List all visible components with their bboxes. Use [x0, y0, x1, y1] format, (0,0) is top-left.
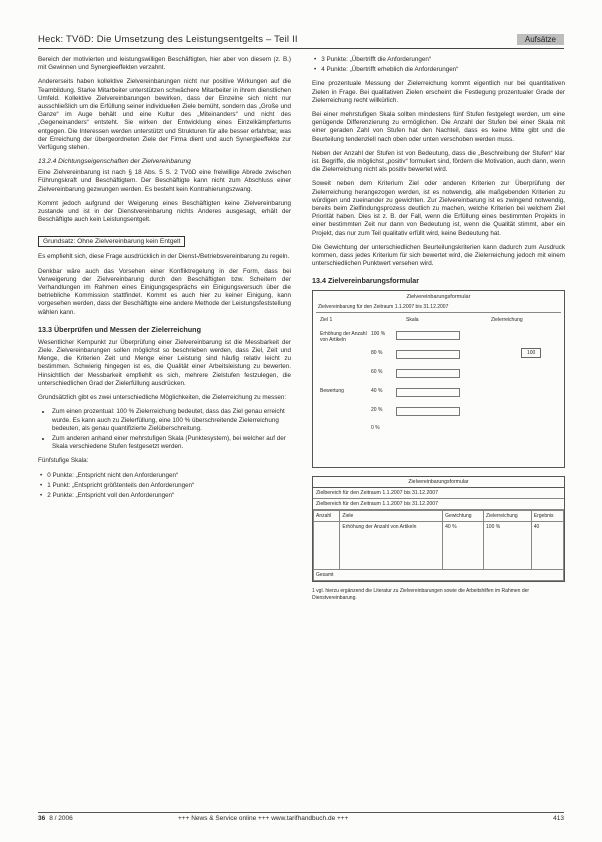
- paragraph: Kommt jedoch aufgrund der Weigerung eines Beschäftigten keine Zielvereinbarung zustande und ist in der Dienstvereinbarung nichts Anderes ausgesagt, erhält der Beschäftigte auch kein Leistungsentgelt.: [38, 199, 291, 224]
- paragraph: Eine prozentuale Messung der Zielerreichung kommt eigentlich nur bei quantitativen Zielen in Frage. Bei qualitativen Zielen erscheint die Festlegung prozentualer Grade der Zielerreichung recht willkürlich.: [312, 80, 565, 104]
- form-column-label: Skala: [406, 317, 419, 324]
- form-pct: 100 %: [371, 331, 386, 338]
- table-cell: 100 %: [484, 522, 532, 570]
- form-rating-label: Bewertung: [320, 388, 344, 395]
- form-result-value: 100: [521, 348, 541, 358]
- list-item: • 0 Punkte: „Entspricht nicht den Anforderungen“: [40, 472, 291, 480]
- form-line: [396, 407, 460, 416]
- form-line: [396, 350, 460, 359]
- paragraph: Wesentlicher Kernpunkt zur Überprüfung einer Zielvereinbarung ist die Messbarkeit der Ziele. Zielvereinbarungen sollen möglichst so beschrieben werden, dass Ziel, Zeit und Menge, die Kriterien Zeit und Menge einer Leistung sind häufig relativ leicht zu bestimmen. Schwierig hingegen ist es, die Qualität einer Arbeitsleistung zu bewerten. Hinsichtlich der Messbarkeit empfiehlt es sich, mehrere Zielstufen festzulegen, die unterschiedlichen Grad der Zielerfüllung ausdrücken.: [38, 338, 291, 387]
- form-pct: 20 %: [371, 407, 383, 414]
- list-item: • 1 Punkt: „Entspricht größtenteils den Anforderungen“: [40, 482, 291, 490]
- list-item: • Zum einen prozentual: 100 % Zielerreichung bedeutet, dass das Ziel genau erreicht wurde. Es kann auch zu Zielerfüllung, eine 100 % überschreitende Zielerreichung bedeuten, als genau quantifizierte Zielüberschreitung.: [52, 408, 291, 433]
- form-pct: 0 %: [371, 425, 380, 432]
- paragraph: Die Gewichtung der unterschiedlichen Beurteilungskriterien kann dadurch zum Ausdruck kommen, dass jedes Kriterium für sich bewertet wird, die Zielerreichung jedoch mit einem unterschiedlichen Punktwert versehen wird.: [312, 243, 565, 268]
- section-heading: 13.4 Zielvereinbarungsformular: [312, 276, 420, 286]
- table-cell: 40: [531, 522, 563, 570]
- paragraph: Bereich der motivierten und leistungswilligen Beschäftigten, hier aber von diesem (z. B.) mit Gewinnen und Synergieeffekten verzahnt.: [38, 56, 291, 72]
- goal-form-table: [312, 476, 565, 582]
- table-cell: Erhöhung der Anzahl von Artikeln: [340, 522, 443, 570]
- table-header: Ziele: [340, 511, 443, 522]
- list-item: • Zum anderen anhand einer mehrstufigen Skala (Punktesystem), bei welcher auf der Skala verschiedene Stufen festgesetzt werden.: [52, 435, 291, 451]
- table-cell: Gesamt: [314, 570, 564, 581]
- right-column: [312, 56, 565, 601]
- form-column-label: Zielerreichung: [491, 317, 523, 324]
- subsection-heading: 13.2.4 Dichtungseigenschaften der Zielvereinbarung: [38, 158, 191, 166]
- paragraph: Bei einer mehrstufigen Skala sollten mindestens fünf Stufen festgelegt werden, um eine genügende Differenzierung zu ermöglichen. Die Anzahl der Stufen bei einer Skala mit einer geraden Zahl von Stufen hat den Nachteil, dass es keine Mitte gibt und die Beurteilung tendenziell nach oben oder unten verschoben werden muss.: [312, 111, 565, 143]
- table-row: [314, 522, 564, 570]
- list-item: • 2 Punkte: „Entspricht voll den Anforderungen“: [40, 492, 291, 500]
- footer-page-number: 36: [38, 815, 46, 822]
- paragraph: Grundsätzlich gibt es zwei unterschiedliche Möglichkeiten, die Zielerreichung zu messen:: [38, 394, 287, 402]
- section-badge: Aufsätze: [517, 34, 564, 45]
- table-total-row: [314, 570, 564, 581]
- form-row: Zielbereich für den Zeitraum 1.1.2007 bis 31.12.2007: [313, 488, 564, 499]
- scale-list: [38, 472, 291, 501]
- scale-label: Fünfstufige Skala:: [38, 457, 89, 465]
- form-pct: 40 %: [371, 388, 383, 395]
- table-header: Ergebnis: [531, 511, 563, 522]
- paragraph: Neben der Anzahl der Stufen ist von Bedeutung, dass die „Beschreibung der Stufen“ klar ist. Begriffe, die möglichst „positiv“ formuliert sind, fördern die Motivation, auch dann, wenn die Zielerreichung nicht als positiv bewertet wird.: [312, 149, 565, 174]
- form-grid: [316, 315, 561, 435]
- form-goal-text: Erhöhung der Anzahl von Artikeln: [320, 331, 367, 344]
- footnote: 1 vgl. hierzu ergänzend die Literatur zu Zielvereinbarungen sowie die Arbeitshilfen im Rahmen der Dienstvereinbarung.: [312, 588, 530, 601]
- table-cell: 40 %: [443, 522, 484, 570]
- running-title: Heck: TVöD: Die Umsetzung des Leistungsentgelts – Teil II: [38, 34, 298, 45]
- goals-table: [313, 510, 564, 581]
- form-line: [396, 331, 460, 340]
- form-line: [396, 388, 460, 397]
- paragraph: Eine Zielvereinbarung ist nach § 18 Abs. 5 S. 2 TVöD eine freiwillige Abrede zwischen Führungskraft und Beschäftigtem. Der Beschäftigte kann nicht zum Abschluss einer Zielvereinbarung gezwungen werden. Es besteht kein Kontrahierungszwang.: [38, 169, 291, 193]
- form-row: Zielbereich für den Zeitraum 1.1.2007 bis 31.12.2007: [313, 499, 564, 510]
- footer-issue: [38, 813, 73, 825]
- form-pct: 60 %: [371, 369, 383, 376]
- left-column: [38, 56, 291, 506]
- page-footer: [38, 812, 564, 825]
- table-header-row: [314, 511, 564, 522]
- page-header: [38, 34, 564, 49]
- list-item: • 3 Punkte: „Übertrifft die Anforderungen“: [314, 56, 565, 64]
- paragraph: Es empfiehlt sich, diese Frage ausdrücklich in der Dienst-/Betriebsvereinbarung zu regeln.: [38, 253, 290, 261]
- form-pct: 80 %: [371, 350, 383, 357]
- form-title: Zielvereinbarungsformular: [313, 477, 564, 488]
- footer-website: +++ News & Service online +++ www.tarifhandbuch.de +++: [178, 815, 349, 822]
- table-header: Zielerreichung: [484, 511, 532, 522]
- form-title: Zielvereinbarungsformular: [406, 294, 471, 301]
- footer-page: 413: [553, 815, 564, 822]
- list-item: • 4 Punkte: „Übertrifft erheblich die Anforderungen“: [314, 66, 565, 74]
- principle-box: Grundsatz: Ohne Zielvereinbarung kein Entgelt: [38, 236, 185, 247]
- goal-form-figure: [312, 290, 565, 468]
- form-row: Zielvereinbarung für den Zeitraum 1.1.2007 bis 31.12.2007: [316, 303, 561, 313]
- paragraph: Soweit neben dem Kriterium Ziel oder anderen Kriterien zur Überprüfung der Zielerreichung herangezogen werden, ist es notwendig, alle maßgebenden Kriterien zu würdigen und zueinander zu gewichten. Zur Zielvereinbarung ist es zwingend notwendig, bereits beim Zielfindungsprozess deutlich zu machen, welche Kriterien bei welchem Ziel Priorität haben. Dies ist z. B. der Fall, wenn die Erfüllung eines bestimmten Projekts in einer bestimmten Zeit nur dann von Bedeutung ist, wenn die Qualität stimmt, aber ein Projekt, das nur zum Teil qualitativ erfüllt wird, keine Bedeutung hat.: [312, 180, 565, 237]
- section-heading: 13.3 Überprüfen und Messen der Zielerreichung: [38, 324, 201, 334]
- table-header: Anzahl: [314, 511, 340, 522]
- paragraph: Andererseits haben kollektive Zielvereinbarungen nicht nur positive Wirkungen auf die Teambildung. Starke Mitarbeiter unterstützen schwächere Mitarbeiter in ihrem dienstlichen Umfeld. Kollektive Zielvereinbarungen bewirken, dass der Einzelne sich nicht nur ausschließlich um die Erfüllung seiner individuellen Ziele bemüht, sondern das „Große und Ganze“ im Auge behält und eine Kultur des „Miteinanders“ und nicht des „Gegeneinanders“ entsteht. Sie wirken der Entwicklung eines Einzelkämpfertums entgegen. Die Interessen werden unterstützt und Strukturen für alle besser erfahrbar, was der Erreichung der übergeordneten Ziele der Firma dient und auch Synergieeffekte zur Verfügung stehen.: [38, 78, 291, 152]
- bullet-list: [38, 408, 291, 451]
- scale-list-continued: [312, 56, 565, 74]
- paragraph: Denkbar wäre auch das Vorsehen einer Konfliktregelung in der Form, dass bei Verweigerung der Zielvereinbarung durch den Beschäftigten bzw. Scheitern der Verhandlungen im Rahmen eines Einigungsgesprächs ein Einigungsversuch über die betriebliche Kommission stattfindet. Kommt es auch hier zu keiner Einigung, kann vorgesehen werden, dass der Beschäftigte eine andere Methode der Leistungsfeststellung wählen kann.: [38, 267, 291, 316]
- form-line: [396, 369, 460, 378]
- footer-issue-text: 8 / 2006: [49, 815, 73, 822]
- table-cell: [314, 522, 340, 570]
- table-header: Gewichtung: [443, 511, 484, 522]
- form-column-label: Ziel 1: [320, 317, 333, 324]
